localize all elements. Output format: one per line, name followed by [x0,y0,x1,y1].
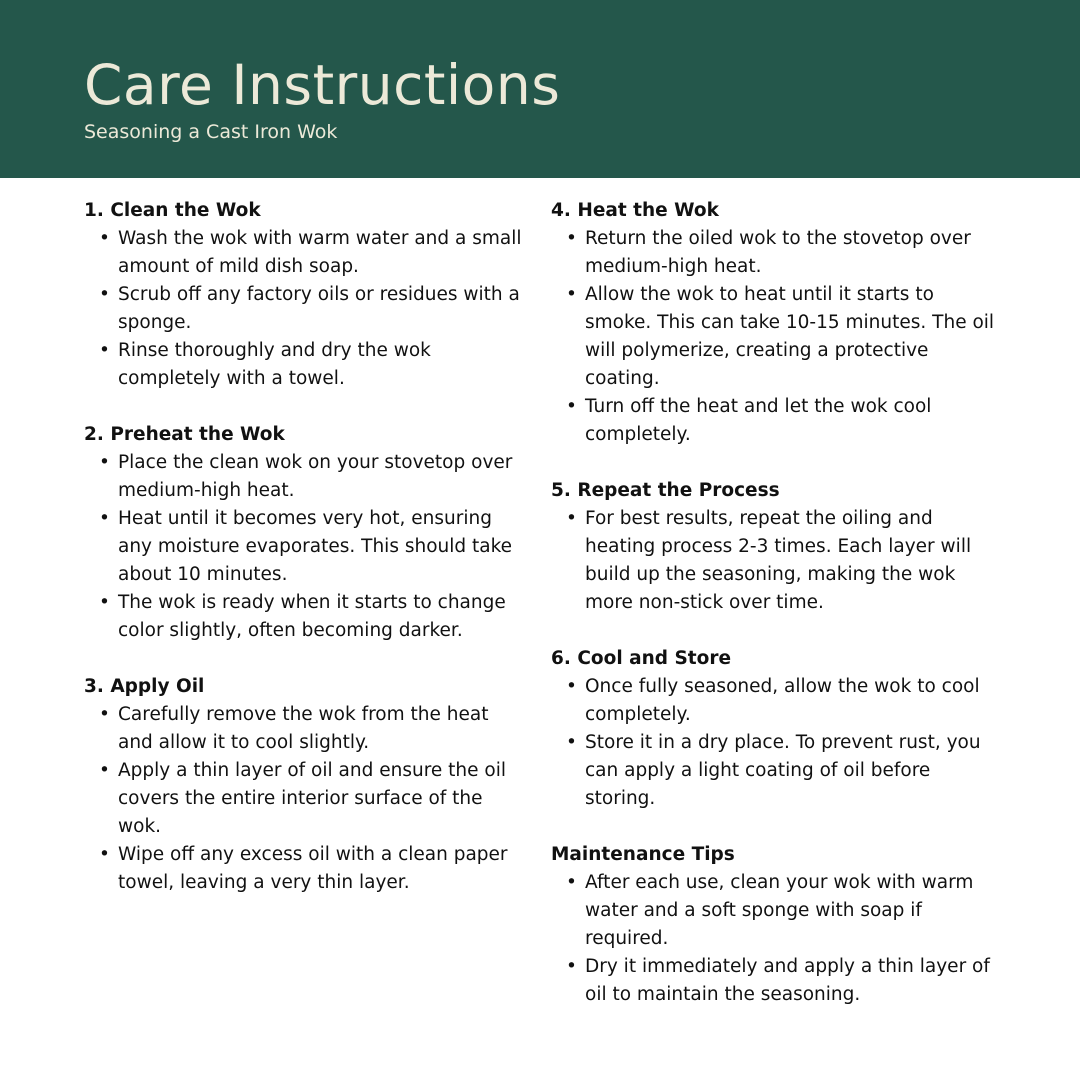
section-heading: Maintenance Tips [551,844,735,865]
bullet-icon: • [99,760,110,781]
list-item [551,505,996,617]
bullet-icon: • [566,508,577,529]
bullet-icon: • [566,228,577,249]
bullet-icon: • [566,872,577,893]
list-item [84,449,524,505]
section-preheat-the-wok [84,421,524,645]
bullet-icon: • [566,284,577,305]
section-heading: 3. Apply Oil [84,676,205,697]
bullet-icon: • [566,956,577,977]
instruction-list [84,701,524,897]
list-item [551,953,996,1009]
section-heading: 5. Repeat the Process [551,480,780,501]
right-column [551,197,996,1037]
bullet-icon: • [99,340,110,361]
list-item-text: Place the clean wok on your stovetop over medium-high heat. [118,452,513,501]
list-item-text: Store it in a dry place. To prevent rust, you can apply a light coating of oil before storing. [585,732,981,809]
list-item-text: Wipe off any excess oil with a clean paper towel, leaving a very thin layer. [118,844,508,893]
list-item [551,393,996,449]
instruction-list [551,673,996,813]
list-item-text: Dry it immediately and apply a thin layer of oil to maintain the seasoning. [585,956,990,1005]
list-item [551,673,996,729]
bullet-icon: • [566,732,577,753]
list-item [84,841,524,897]
instruction-list [551,869,996,1009]
list-item [551,729,996,813]
list-item-text: After each use, clean your wok with warm water and a soft sponge with soap if required. [585,872,974,949]
list-item-text: Carefully remove the wok from the heat and allow it to cool slightly. [118,704,489,753]
instruction-list [84,449,524,645]
list-item [551,281,996,393]
section-heat-the-wok [551,197,996,449]
instruction-list [84,225,524,393]
section-heading: 4. Heat the Wok [551,200,719,221]
list-item [551,225,996,281]
bullet-icon: • [99,508,110,529]
list-item-text: Rinse thoroughly and dry the wok completely with a towel. [118,340,431,389]
instruction-list [551,505,996,617]
bullet-icon: • [99,452,110,473]
list-item-text: Return the oiled wok to the stovetop over medium-high heat. [585,228,971,277]
list-item [84,701,524,757]
section-repeat-the-process [551,477,996,617]
bullet-icon: • [99,592,110,613]
section-heading: 2. Preheat the Wok [84,424,285,445]
page-title: Care Instructions [84,53,561,117]
list-item-text: For best results, repeat the oiling and heating process 2-3 times. Each layer will build up the seasoning, making the wok more non-stick over time. [585,508,972,613]
list-item-text: Heat until it becomes very hot, ensuring any moisture evaporates. This should take about 10 minutes. [118,508,513,585]
bullet-icon: • [99,844,110,865]
list-item [551,869,996,953]
bullet-icon: • [99,284,110,305]
section-clean-the-wok [84,197,524,393]
section-heading: 1. Clean the Wok [84,200,261,221]
section-heading: 6. Cool and Store [551,648,732,669]
list-item-text: Apply a thin layer of oil and ensure the oil covers the entire interior surface of the wok. [118,760,506,837]
list-item-text: Turn off the heat and let the wok cool completely. [585,396,932,445]
header-banner [0,0,1080,178]
list-item-text: The wok is ready when it starts to change color slightly, often becoming darker. [118,592,506,641]
list-item [84,589,524,645]
bullet-icon: • [99,704,110,725]
section-maintenance-tips [551,841,996,1009]
list-item [84,337,524,393]
list-item-text: Once fully seasoned, allow the wok to cool completely. [585,676,980,725]
page-subtitle: Seasoning a Cast Iron Wok [84,121,338,143]
instruction-list [551,225,996,449]
list-item [84,281,524,337]
bullet-icon: • [99,228,110,249]
list-item-text: Wash the wok with warm water and a small amount of mild dish soap. [118,228,522,277]
list-item-text: Scrub off any factory oils or residues with a sponge. [118,284,520,333]
list-item [84,757,524,841]
left-column [84,197,524,925]
bullet-icon: • [566,676,577,697]
bullet-icon: • [566,396,577,417]
list-item [84,225,524,281]
list-item-text: Allow the wok to heat until it starts to smoke. This can take 10-15 minutes. The oil will polymerize, creating a protective coating. [585,284,995,389]
list-item [84,505,524,589]
section-apply-oil [84,673,524,897]
section-cool-and-store [551,645,996,813]
